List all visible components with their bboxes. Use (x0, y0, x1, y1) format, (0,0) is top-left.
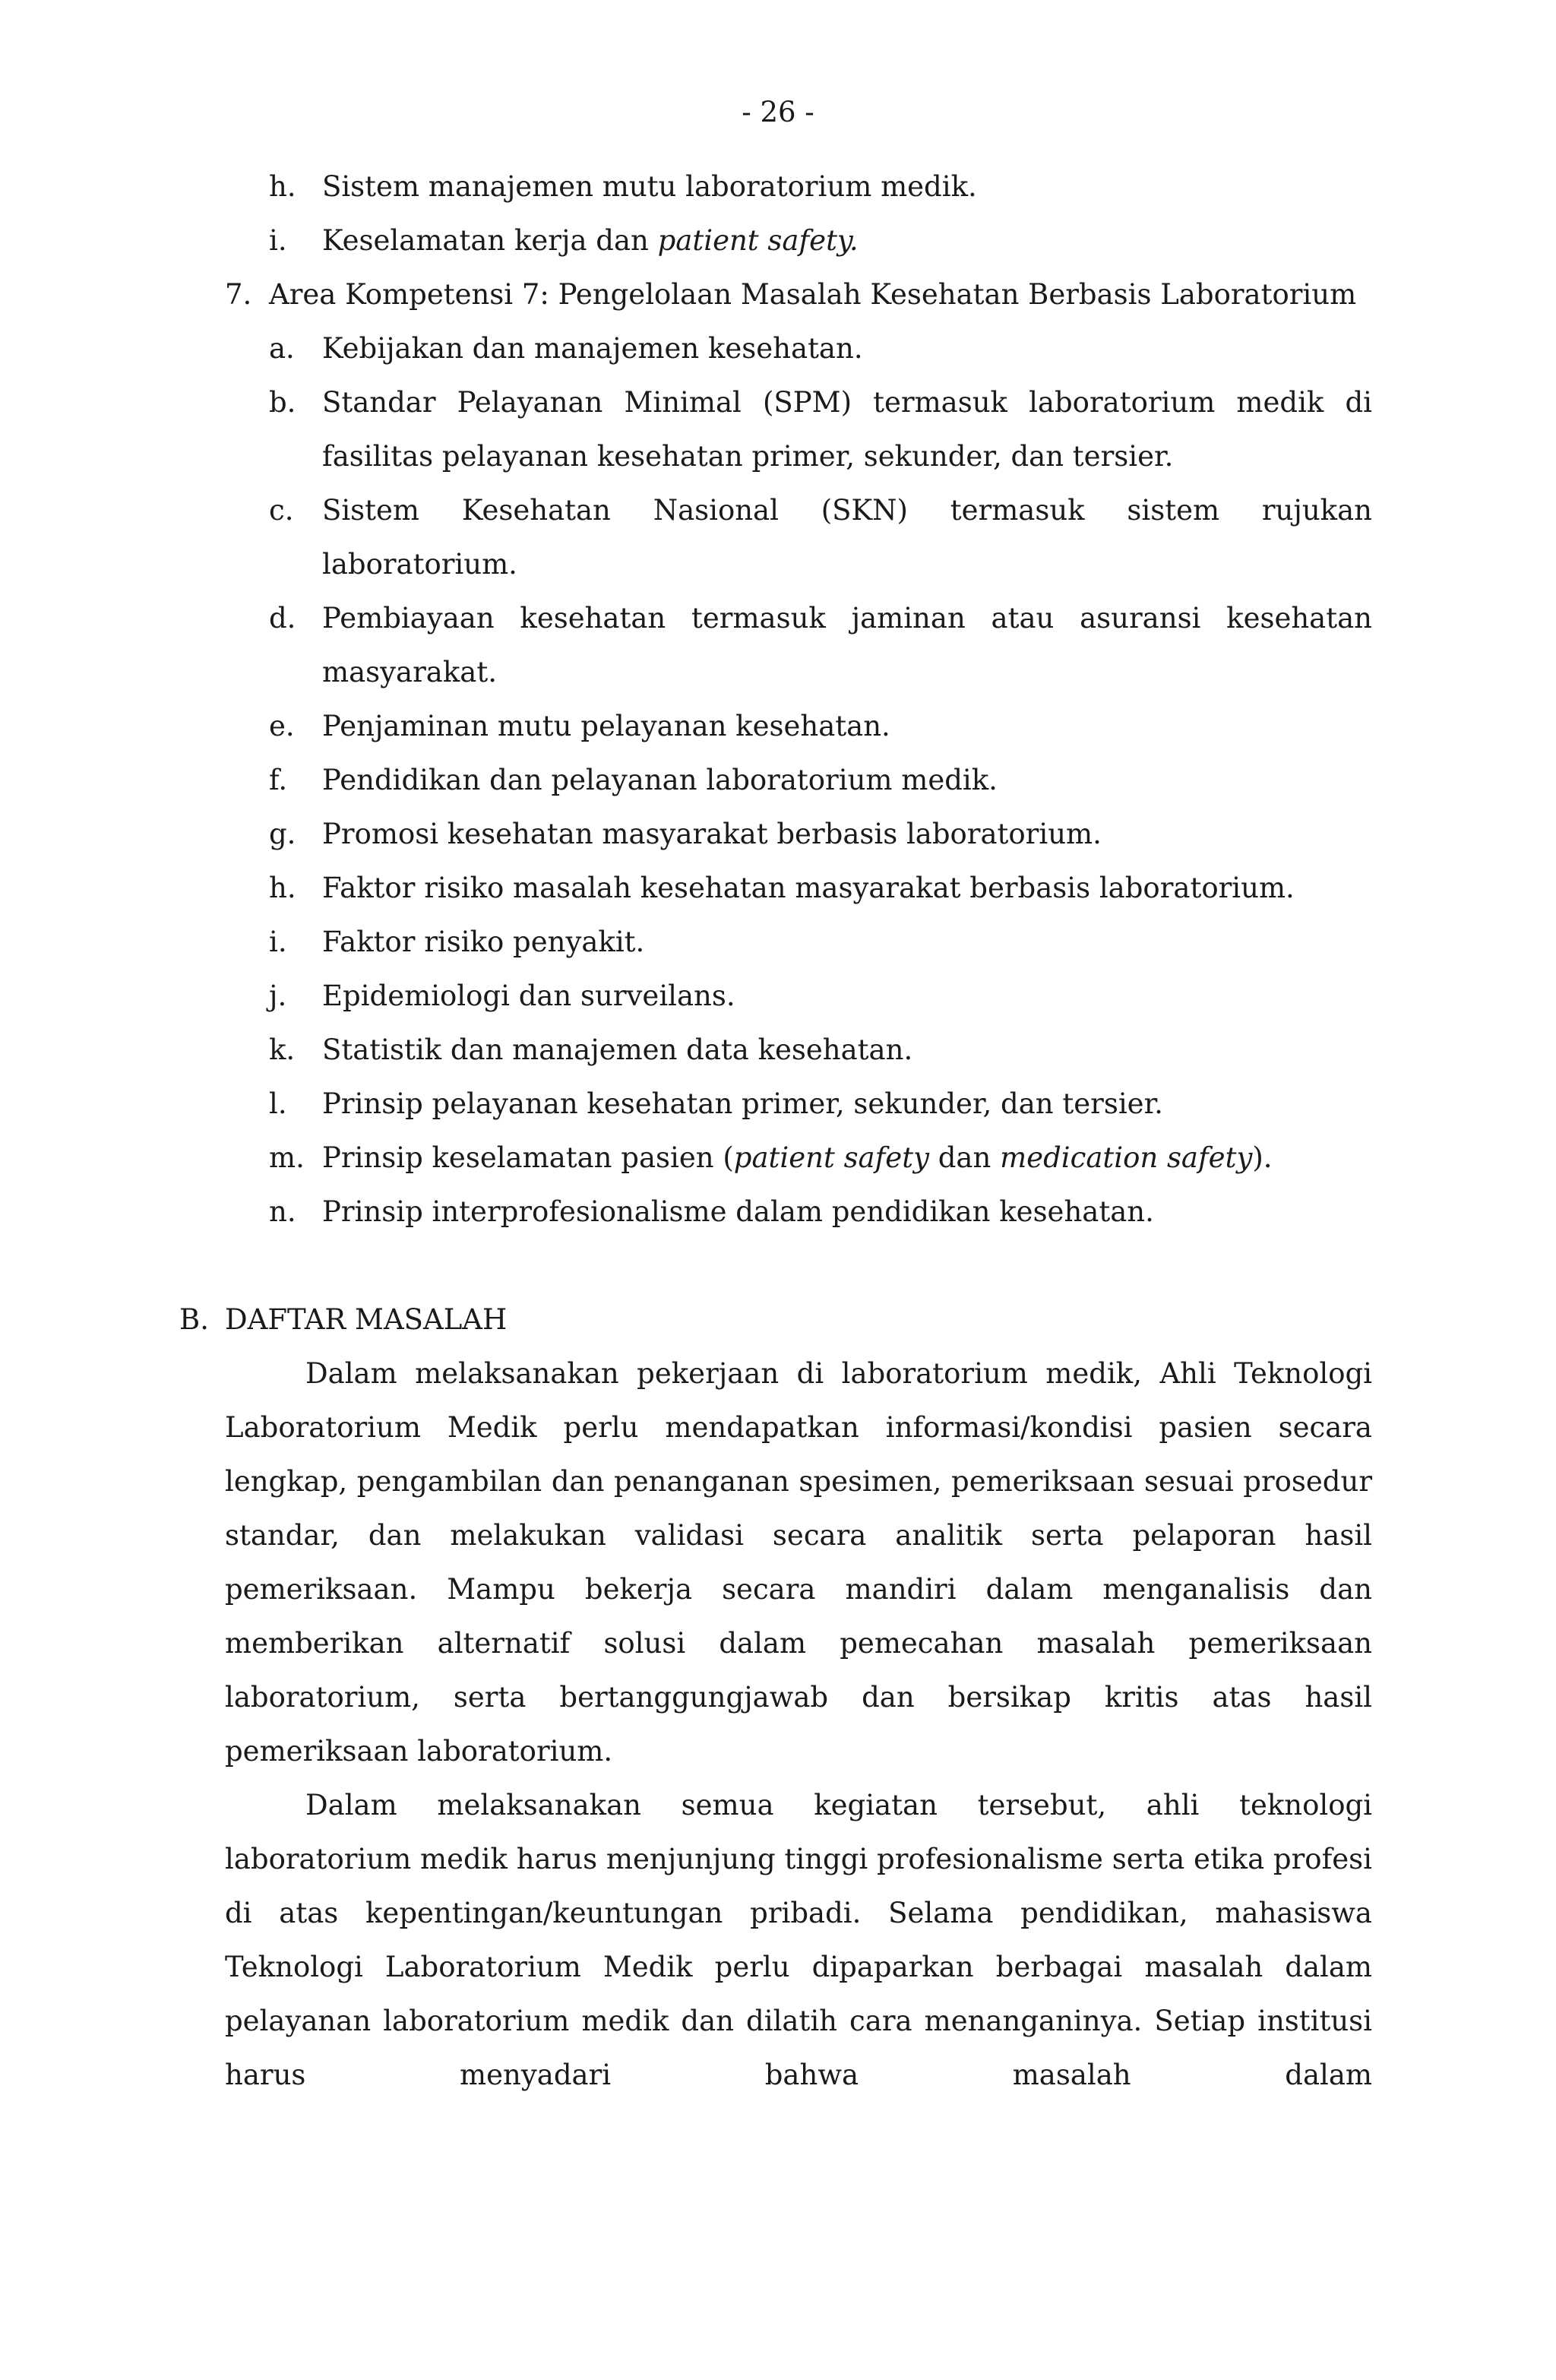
list-item-text: Prinsip interprofesionalisme dalam pendidikan kesehatan. (322, 1195, 1154, 1228)
list-item-text: Faktor risiko masalah kesehatan masyarakat berbasis laboratorium. (322, 872, 1295, 904)
body-paragraph: Dalam melaksanakan pekerjaan di laboratorium medik, Ahli Teknologi Laboratorium Medik perlu mendapatkan informasi/kondisi pasien secara lengkap, pengambilan dan penanganan spesimen, pemeriksaan sesuai prosedur standar, dan melakukan validasi secara analitik serta pelaporan hasil pemeriksaan. Mampu bekerja secara mandiri dalam menganalisis dan memberikan alternatif solusi dalam pemecahan masalah pemeriksaan laboratorium, serta bertanggungjawab dan bersikap kritis atas hasil pemeriksaan laboratorium. (225, 1357, 1372, 1768)
list-item-text: Pendidikan dan pelayanan laboratorium medik. (322, 764, 998, 796)
list-item (269, 321, 1372, 375)
list-item-text-plain: dan (928, 1141, 1001, 1174)
list-marker: b. (269, 386, 296, 419)
list-item-text: Promosi kesehatan masyarakat berbasis laboratorium. (322, 818, 1102, 850)
list-marker: l. (269, 1087, 287, 1120)
list-item-text (322, 1131, 1372, 1185)
list-marker: m. (269, 1141, 305, 1174)
list-item-text-plain: Keselamatan kerja dan (322, 224, 658, 257)
list-marker: d. (269, 602, 296, 635)
list-item (269, 753, 1372, 807)
section-title: DAFTAR MASALAH (225, 1303, 508, 1336)
list-item (269, 807, 1372, 861)
list-marker: i. (269, 224, 287, 257)
list-marker: c. (269, 494, 294, 527)
list-item (269, 915, 1372, 969)
page-content (179, 160, 1372, 2102)
list-item-text: Prinsip pelayanan kesehatan primer, sekunder, dan tersier. (322, 1087, 1163, 1120)
area-title: Area Kompetensi 7: Pengelolaan Masalah Kesehatan Berbasis Laboratorium (269, 278, 1357, 311)
list-marker: e. (269, 710, 295, 742)
list-item-text: Standar Pelayanan Minimal (SPM) termasuk laboratorium medik di fasilitas pelayanan kesehatan primer, sekunder, dan tersier. (322, 386, 1372, 473)
list-marker: k. (269, 1033, 296, 1066)
area-7-sublist (269, 321, 1372, 1239)
list-item-text: Sistem manajemen mutu laboratorium medik. (322, 170, 977, 203)
previous-area-sublist (269, 160, 1372, 267)
area-heading (225, 267, 1372, 321)
list-item-text-italic: patient safety (733, 1141, 929, 1174)
list-item (269, 160, 1372, 214)
list-item-text-plain: ). (1252, 1141, 1273, 1174)
list-item (269, 214, 1372, 267)
list-marker: f. (269, 764, 288, 796)
body-paragraph: Dalam melaksanakan semua kegiatan tersebut, ahli teknologi laboratorium medik harus menjunjung tinggi profesionalisme serta etika profesi di atas kepentingan/keuntungan pribadi. Selama pendidikan, mahasiswa Teknologi Laboratorium Medik perlu dipaparkan berbagai masalah dalam pelayanan laboratorium medik dan dilatih cara menanganinya. Setiap institusi harus menyadari bahwa masalah dalam (225, 1789, 1372, 2091)
list-marker: g. (269, 818, 296, 850)
area-marker: 7. (225, 278, 252, 311)
list-item-text: Faktor risiko penyakit. (322, 926, 645, 958)
list-item (269, 591, 1372, 699)
list-marker: h. (269, 872, 296, 904)
list-item (269, 1023, 1372, 1077)
list-item (269, 1077, 1372, 1131)
list-item-text: Sistem Kesehatan Nasional (SKN) termasuk sistem rujukan laboratorium. (322, 494, 1372, 581)
list-item-text: Pembiayaan kesehatan termasuk jaminan atau asuransi kesehatan masyarakat. (322, 602, 1372, 688)
list-item (269, 969, 1372, 1023)
list-item-text: Statistik dan manajemen data kesehatan. (322, 1033, 913, 1066)
list-item (269, 1185, 1372, 1239)
list-item (269, 375, 1372, 483)
list-marker: j. (269, 980, 287, 1012)
list-marker: n. (269, 1195, 296, 1228)
list-item-text: Kebijakan dan manajemen kesehatan. (322, 332, 863, 365)
section-marker: B. (179, 1303, 209, 1336)
list-item-text: Epidemiologi dan surveilans. (322, 980, 735, 1012)
list-item (269, 861, 1372, 915)
list-item (269, 1131, 1372, 1185)
list-item-text: Penjaminan mutu pelayanan kesehatan. (322, 710, 890, 742)
page-number: - 26 - (742, 96, 814, 128)
list-item-text (322, 214, 1372, 267)
list-marker: h. (269, 170, 296, 203)
list-marker: a. (269, 332, 295, 365)
section-heading (179, 1293, 1372, 1347)
list-item-text-italic: medication safety (1000, 1141, 1253, 1174)
list-item (269, 699, 1372, 753)
list-marker: i. (269, 926, 287, 958)
list-item (269, 483, 1372, 591)
list-item-text-italic: patient safety. (657, 224, 859, 257)
list-item-text-plain: Prinsip keselamatan pasien ( (322, 1141, 734, 1174)
